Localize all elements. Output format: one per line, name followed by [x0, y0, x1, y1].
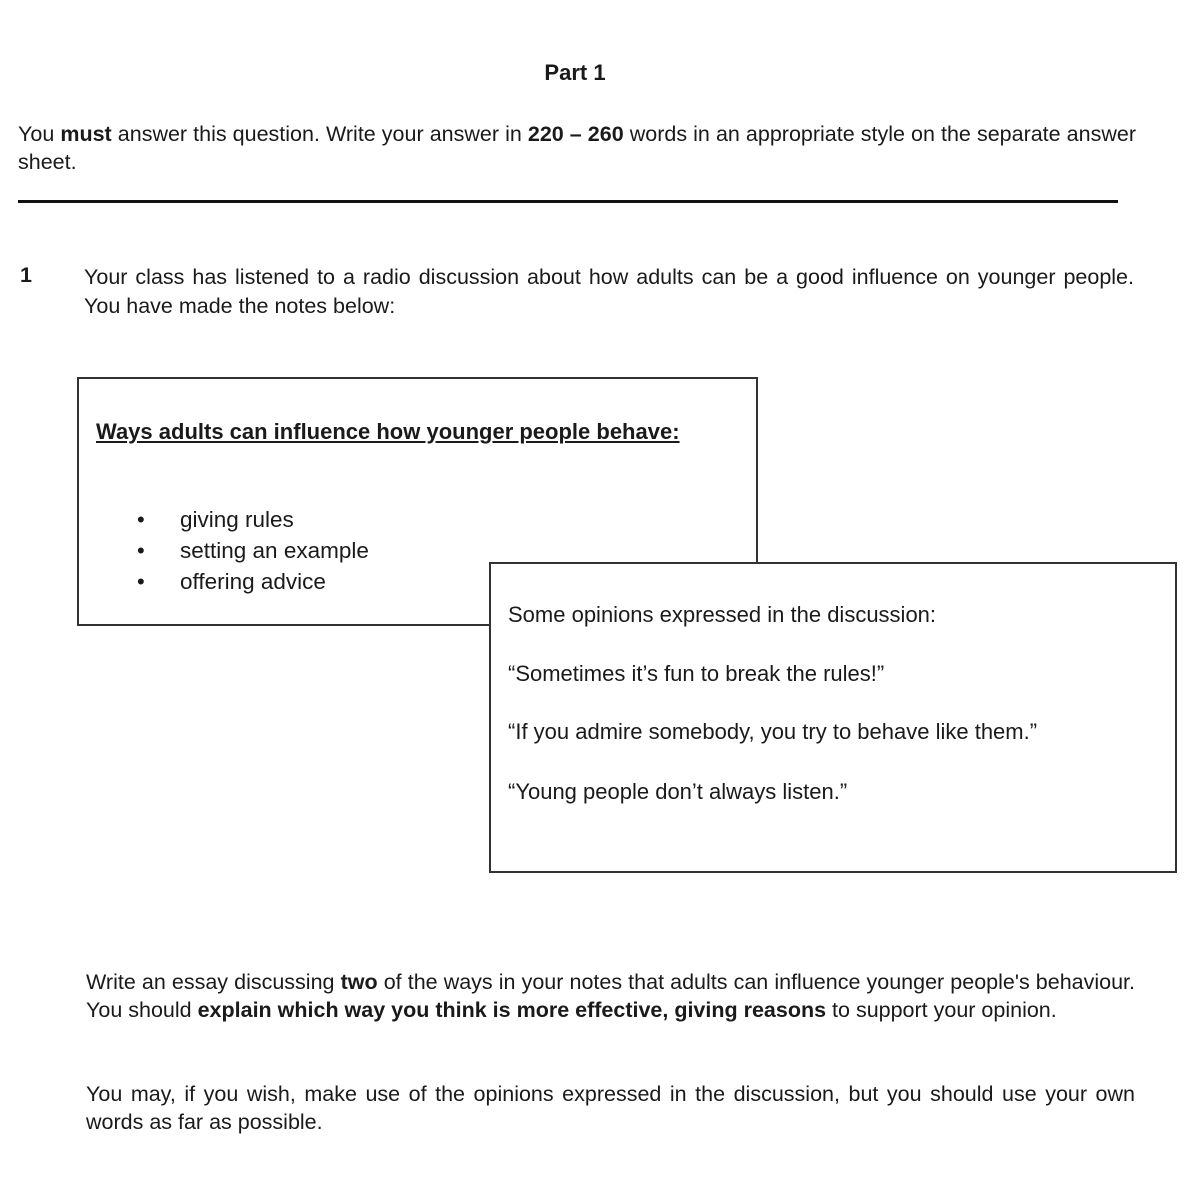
instructions: [18, 120, 1136, 176]
list-item: [137, 566, 369, 597]
opinion-quote: “Young people don’t always listen.”: [508, 779, 848, 804]
list-item-text: giving rules: [180, 507, 294, 532]
task-text-3: to support your opinion.: [826, 998, 1057, 1022]
instructions-text-2: answer this question. Write your answer in: [111, 122, 528, 146]
opinion-quote: “If you admire somebody, you try to behave like them.”: [508, 719, 1038, 744]
list-item: [137, 535, 369, 566]
question-text: Your class has listened to a radio discussion about how adults can be a good influence on younger people. You have made the notes below:: [84, 265, 1134, 318]
list-item-text: setting an example: [180, 538, 369, 563]
opinions-box: [489, 562, 1177, 873]
part-title: Part 1: [544, 60, 606, 85]
task-emphasis-two: two: [340, 970, 378, 994]
task-emphasis-explain: explain which way you think is more effective, giving reasons: [197, 998, 827, 1022]
list-item-text: offering advice: [180, 569, 326, 594]
instructions-emphasis-must: must: [60, 122, 112, 146]
opinions-heading: Some opinions expressed in the discussion:: [508, 602, 937, 627]
task-text-2: of the ways in your notes that adults can influence younger people's behaviour. You should: [86, 970, 1135, 1022]
divider-rule: [18, 200, 1118, 203]
question-number: 1: [20, 263, 32, 287]
instructions-text-3: words in an appropriate style on the separate answer sheet.: [18, 122, 1136, 174]
task-instructions: [86, 968, 1135, 1024]
task-note: You may, if you wish, make use of the opinions expressed in the discussion, but you should use your own words as far as possible.: [86, 1082, 1135, 1134]
opinion-quote: “Sometimes it’s fun to break the rules!”: [508, 661, 885, 686]
notes-list: [137, 504, 369, 597]
instructions-text-1: You: [18, 122, 61, 146]
bullet-icon: •: [137, 507, 145, 532]
notes-heading: Ways adults can influence how younger people behave:: [96, 419, 680, 444]
instructions-word-count: 220 – 260: [527, 122, 624, 146]
list-item: [137, 504, 369, 535]
bullet-icon: •: [137, 569, 145, 594]
task-text-1: Write an essay discussing: [86, 970, 341, 994]
bullet-icon: •: [137, 538, 145, 563]
